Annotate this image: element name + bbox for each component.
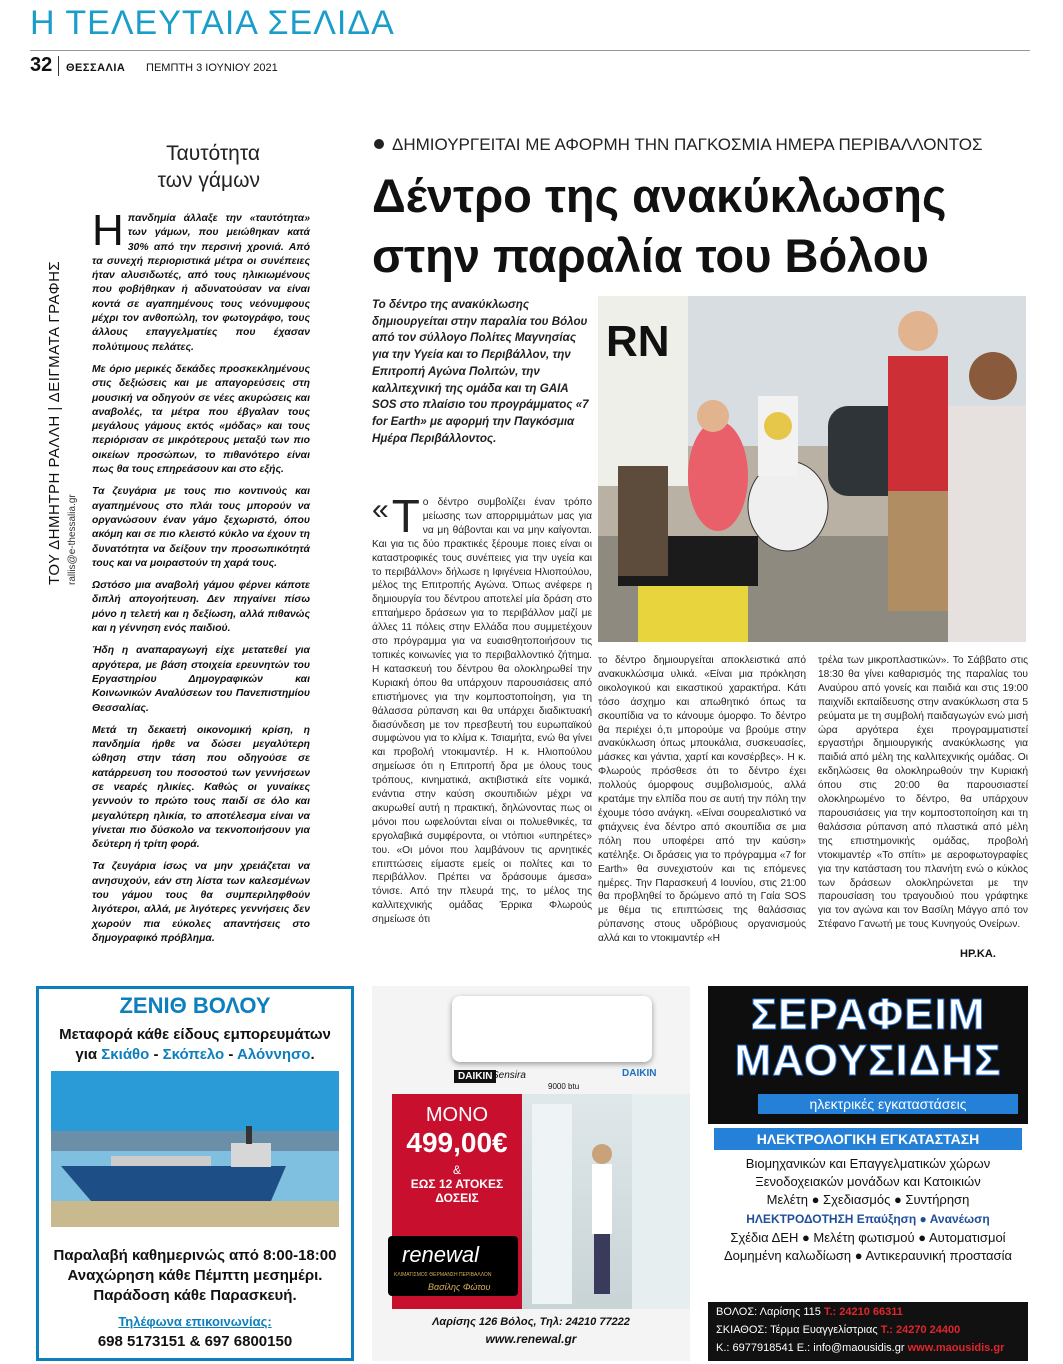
maousidis-name-line2: ΜΑΟΥΣΙΔΗΣ	[734, 1036, 1002, 1085]
service-line: Σχέδια ΔΕΗ ● Μελέτη φωτισμού ● Αυτοματισμοί	[730, 1230, 1006, 1245]
dropcap: Τ	[391, 490, 420, 542]
author-vertical-label	[46, 205, 86, 975]
zenith-pickup: Παραλαβή καθημερινώς από 8:00-18:00	[53, 1247, 337, 1264]
service-line: Ξενοδοχειακών μονάδων και Κατοικιών	[755, 1174, 981, 1189]
maousidis-subtitle: ηλεκτρικές εγκαταστάσεις	[758, 1094, 1018, 1114]
photo-banner-text: RN	[606, 317, 670, 366]
renewal-tagline: ΚΛΙΜΑΤΙΣΜΟΣ ΘΕΡΜΑΝΣΗ ΠΕΡΙΒΑΛΛΟΝ	[394, 1272, 492, 1278]
page-number: 32	[30, 54, 53, 76]
paper-date: ΠΕΜΠΤΗ 3 ΙΟΥΝΙΟΥ 2021	[146, 62, 278, 74]
article-column-2: το δέντρο δημιουργείται αποκλειστικά από ανακυκλώσιμα υλικά. «Είναι μια πρόκληση οικολογικού και εικαστικού χαρακτήρα. Κάτι τόσο άσχημο και απωθητικό όπως τα σκουπίδια να το κάνουμε όμορφο. Το δέντρο θα περιέχει ό,τι μπορούμε να βρούμε στην ανακύκλωση όπως μπουκάλια, συσκευασίες, μάσκες και γάντια, χαρτί και κονσέρβες». Η κ. Φλωρούς πρόσθεσε ότι το δέντρο έχει πολλούς όμορφους συμβολισμούς, αλλά κρατάμε την ελπίδα που σε αυτή την πόλη την έχουμε τόσο ανάγκη. «Είναι σουρεαλιστικό να φτιάχνεις ένα δέντρο από σκουπίδια σε μια πόλη που υποφέρει από την καύση» κατέληξε. Οι δράσεις για το πρόγραμμα «7 for Earth» θα συνεχιστούν και τις επόμενες ημέρες. Την Παρασκευή 4 Ιουνίου, στις 21:00 θα προβληθεί το δρώμενο από τη Γαία SOS με θέμα τις επιπτώσεις της θαλάσσιας ρύπανσης στους υδρόβιους οργανισμούς αλλά και το ντοκιμαντέρ «Η	[598, 655, 806, 945]
service-line: Βιομηχανικών και Επαγγελματικών χώρων	[745, 1156, 991, 1171]
headline-line1: Δέντρο της ανακύκλωσης	[372, 169, 947, 222]
daikin-panel	[372, 986, 690, 1361]
opinion-paragraph: Τα ζευγάρια με τους πιο κοντινούς και αγαπημένους στο πλάι τους μπορούν να οργανώσουν έναν γάμο ξεχωριστό, όπου ακόμη και σε πιο κλειστό κύκλο να έχουν τη δυνατότητα να δείξουν την προσωπικότητά τους και να μοιραστούν τη χαρά τους.	[92, 486, 310, 569]
article-byline: ΗΡ.ΚΑ.	[960, 948, 996, 960]
maousidis-band: ΗΛΕΚΤΡΟΛΟΓΙΚΗ ΕΓΚΑΤΑΣΤΑΣΗ	[714, 1128, 1022, 1150]
ship-image	[51, 1071, 339, 1227]
renewal-signature: Βασίλης Φώτου	[428, 1282, 491, 1292]
article-paragraph: « Τ ο δέντρο συμβολίζει έναν τρόπο μείωσης των απορριμμάτων μας για να μη θάβονται και να μην καίγονται. Και για τις δύο πρακτικές ξέρουμε ποιες είναι οι καταστροφικές τους συνέπειες για την υγεία και το περιβάλλον» δήλωσε η Ιφιγένεια Ηλιοπούλου, μέλος της Επιτροπής Αγώνα. Όπως ανέφερε η δημιουργία του δέντρου αποτελεί μία δράση στο επταήμερο δράσεων για το περιβάλλον μαζί με άλλες 11 πόλεις στην Ελλάδα που συμμετέχουν στο πρόγραμμα για να ευαισθητοποιήσουν τις τοπικές κοινωνίες για το περιβαλλοντικό ζήτημα. Η κατασκευή του δέντρου θα ολοκληρωθεί την Κυριακή όπου θα υπάρχουν παρουσιάσεις από επιστήμονες για την κομποστοποίηση, για τη θάλασσα ρύπανση και θα υπάρχει διαδικτυακή διασύνδεση με τον πρεσβευτή του ευρωπαϊκού συμφώνου για το κλίμα κ. Τσιαμήτα, ενώ θα γίνει και προβολή ντοκιμαντέρ. Η κ. Ηλιοπούλου σημείωσε ότι η Επιτροπή δρα με όλους τους τρόπους, κινηματικά, ακτιβιστικά είτε νομικά, ενάντια στην καύση σκουπιδιών μέχρι να ακυρωθεί αυτή η πρακτική, δηλώνοντας πως οι μόνοι που ωφελούνται είναι οι πολυεθνικές, τα εργολαβικά συμφέροντα, οι ντόπιοι «υπηρέτες» του. «Οι μόνοι που λαμβάνουν τις αρνητικές επιπτώσεις είμαστε εμείς οι πολίτες και το περιβάλλον. Πρέπει να δράσουμε άμεσα» τόνισε. Από την πλευρά της, το μέλος της καλλιτεχνικής ομάδας Έρρικα Φλωρούς σημείωσε ότι	[372, 490, 592, 926]
maousidis-name-line1: ΣΕΡΑΦΕΙΜ	[750, 990, 986, 1039]
air-conditioner-image	[452, 996, 652, 1062]
zenith-title: ΖΕΝΙΘ ΒΟΛΟΥ	[119, 993, 271, 1018]
contact-mobile-email: Κ.: 6977918541 E.: info@maousidis.gr www.maousidis.gr	[716, 1342, 1005, 1354]
ad-daikin-renewal[interactable]	[372, 986, 690, 1361]
opinion-paragraph: Τα ζευγάρια ίσως να μην χρειάζεται να ανησυχούν, εάν στη λίστα των καλεσμένων του γάμου τους θα συμπεριληφθούν λιγότεροι, αλλά, με λιγότερες γεννήσεις δεν χωρούν πια εύκολες απαντήσεις στο δημογραφικό πρόβλημα.	[92, 861, 310, 944]
column-title-line1: Ταυτότητα	[166, 142, 260, 165]
contact-skiathos: ΣΚΙΑΘΟΣ: Τέρμα Ευαγγελίστριας Τ.: 24270 24400	[716, 1324, 961, 1336]
renewal-logo	[388, 1236, 518, 1296]
paper-name: ΘΕΣΣΑΛΙΑ	[66, 62, 126, 74]
photo-illustration	[598, 296, 1026, 642]
opinion-paragraph: Ηπανδημία άλλαξε την «ταυτότητα» των γάμων, που μειώθηκαν κατά 30% από την περσινή χρονιά. Από τα συνεχή περιοριστικά μέτρα οι συνέπειες ήταν αλυσιδωτές, από τους ηλικιωμένους που φοβήθηκαν ή αδυνατούσαν να είναι κοντά σε αγαπημένους τους νεόνυμφους μέχρι τον ανθοπώλη, τον φωτογράφο, τους άλλους επαγγελματίες που έχασαν πολύτιμους πελάτες.	[92, 206, 310, 353]
zenith-departure: Αναχώρηση κάθε Πέμπτη μεσημέρι.	[67, 1267, 323, 1284]
installments-line2: ΔΟΣΕΙΣ	[435, 1191, 479, 1205]
daikin-brand: DAIKIN	[454, 1070, 496, 1083]
dropcap: Η	[92, 206, 124, 255]
room-photo	[522, 1094, 690, 1309]
renewal-website-link[interactable]: www.renewal.gr	[485, 1332, 577, 1346]
article-photo	[598, 296, 1026, 642]
quote-mark: «	[372, 493, 389, 526]
header-rule	[30, 50, 1030, 51]
opinion-paragraph: Μετά τη δεκαετή οικονομική κρίση, η πανδημία ήρθε να δώσει μεγαλύτερη ώθηση στην τάση που οδηγούσε σε κατάρρευση του ποσοστού των γεννήσεων σε νεαρές ηλικίες. Καθώς οι γυναίκες γεννούν το πρώτο τους παιδί σε όλο και μεγαλύτερη ηλικία, το αποτέλεσμα είναι να γίνεται πιο δύσκολο να τεκνοποιήσουν για δεύτερη ή τρίτη φορά.	[92, 724, 310, 851]
zenith-phone-label: Τηλέφωνα επικοινωνίας:	[118, 1314, 272, 1329]
price-and: &	[452, 1163, 461, 1177]
article-kicker: ΔΗΜΙΟΥΡΓΕΙΤΑΙ ΜΕ ΑΦΟΡΜΗ ΤΗΝ ΠΑΓΚΟΣΜΙΑ ΗΜΕΡΑ ΠΕΡΙΒΑΛΛΟΝΤΟΣ	[392, 135, 983, 154]
article-headline	[372, 166, 1032, 286]
maousidis-contact-footer	[708, 1302, 1028, 1361]
author-email: rallis@e-thessalia.gr	[67, 494, 78, 585]
opinion-column-body	[92, 206, 310, 954]
opinion-paragraph: Με όριο μερικές δεκάδες προσκεκλημένους στις δεξιώσεις και με απαγορεύσεις στη μουσική να οδηγούν σε νέες ακυρώσεις και αναβολές, τα μέτρα που έβγαλαν τους μεγάλους γάμους εκτός «μόδας» και τους περιόρισαν σε μικρότερους μεταξύ των πιο οικείων προσώπων, το πιθανότερο είναι πως θα τους επηρεάσουν και στο εξής.	[92, 363, 310, 476]
article-lead: Το δέντρο της ανακύκλωσης δημιουργείται στην παραλία του Βόλου από τον σύλλογο Πολίτες Μαγνησίας για την Υγεία και το Περιβάλλον, την Επιτροπή Αγώνα Πολιτών, την καλλιτεχνική της ομάδα και τη GAIA SOS στο πλαίσιο του προγράμματος «7 for Earth» με αφορμή την Παγκόσμια Ημέρα Περιβάλλοντος.	[372, 298, 589, 445]
installments-line1: ΕΩΣ 12 ΑΤΟΚΕΣ	[410, 1177, 504, 1191]
daikin-btu: 9000 btu	[548, 1082, 580, 1091]
contact-volos: ΒΟΛΟΣ: Λαρίσης 115 Τ.: 24210 66311	[716, 1306, 903, 1318]
service-line: Δομημένη καλωδίωση ● Αντικεραυνική προστασία	[724, 1248, 1012, 1263]
renewal-wordmark: renewal	[402, 1242, 480, 1267]
column-title	[80, 140, 260, 194]
article-column-3: τρέλα των μικροπλαστικών». Το Σάββατο στις 18:30 θα γίνει καθαρισμός της παραλίας του Αναύρου από γονείς και παιδιά και στις 19:00 παιχνίδι εκπαίδευσης στην ανακύκλωση στα 5 ρεύματα με τη συμβολή παιδαγωγών ενώ μισή ώρα αργότερα έχει προγραμματιστεί εργαστήρι δημιουργικής ανακύκλωσης για παιδιά από μέλη της καλλιτεχνικής ομάδας. Οι εκδηλώσεις θα ολοκληρωθούν την Κυριακή όπου στις 20:00 θα παρουσιαστεί ολοκληρωμένο το δέντρο, θα υπάρχουν παρουσιάσεις για την κομποστοποίηση και τη θαλάσσια ρύπανση από πλαστικά από μέλη της επιστημονικής ομάδας, προβολή ντοκιμαντέρ «Το σπίτι» με αεροφωτογραφίες για την κατάσταση του πλανήτη ενώ ο κύκλος των δράσεων ολοκληρώνεται με την παρουσίαση του τραγουδιού που γράφτηκε για τον αγώνα και τον Βασίλη Μάγγο από τον Στέφανο Γανωτή με τους Κυνηγούς Ονείρων.	[818, 655, 1028, 931]
column-title-line2: των γάμων	[157, 169, 260, 192]
zenith-line2: για Σκιάθο - Σκόπελο - Αλόννησο.	[75, 1046, 315, 1063]
ad-maousidis[interactable]	[708, 986, 1028, 1361]
section-title: Η ΤΕΛΕΥΤΑΙΑ ΣΕΛΙΔΑ	[30, 4, 395, 42]
zenith-line1: Μεταφορά κάθε είδους εμπορευμάτων	[59, 1026, 331, 1043]
daikin-model: Sensira	[492, 1070, 526, 1081]
price-only-label: ΜΟΝΟ	[425, 1104, 489, 1126]
headline-line2: στην παραλία του Βόλου	[372, 229, 929, 282]
price: 499,00€	[406, 1127, 508, 1158]
zenith-phones[interactable]: 698 5173151 & 697 6800150	[97, 1333, 293, 1350]
maousidis-subband: ΗΛΕΚΤΡΟΔΟΤΗΣΗ Επαύξηση ● Ανανέωση	[746, 1212, 990, 1226]
opinion-paragraph: Ωστόσο μια αναβολή γάμου φέρνει κάποτε διπλή απογοήτευση. Δεν πηγαίνει πίσω μόνο η τελετή και η δεξίωση, αλλά πιθανώς και η γέννηση ενός παιδιού.	[92, 580, 310, 635]
article-column-1	[372, 490, 592, 929]
zenith-delivery: Παράδοση κάθε Παρασκευή.	[93, 1287, 297, 1304]
ad-zenith[interactable]	[36, 986, 354, 1361]
author-label: ΤΟΥ ΔΗΜΗΤΡΗ ΡΑΛΛΗ | ΔΕΙΓΜΑΤΑ ΓΡΑΦΗΣ	[46, 260, 63, 585]
kicker-bullet-icon	[374, 139, 384, 149]
opinion-paragraph: Ήδη η αναπαραγωγή είχε μετατεθεί για αργότερα, με βάση στοιχεία ερευνητών του Εργαστηρίου Δημογραφικών και Κοινωνικών Αναλύσεων του Πανεπιστημίου Θεσσαλίας.	[92, 645, 310, 714]
service-line: Μελέτη ● Σχεδιασμός ● Συντήρηση	[766, 1192, 970, 1207]
renewal-address: Λαρίσης 126 Βόλος, Τηλ: 24210 77222	[432, 1316, 630, 1328]
daikin-logo: DAIKIN	[622, 1068, 657, 1079]
